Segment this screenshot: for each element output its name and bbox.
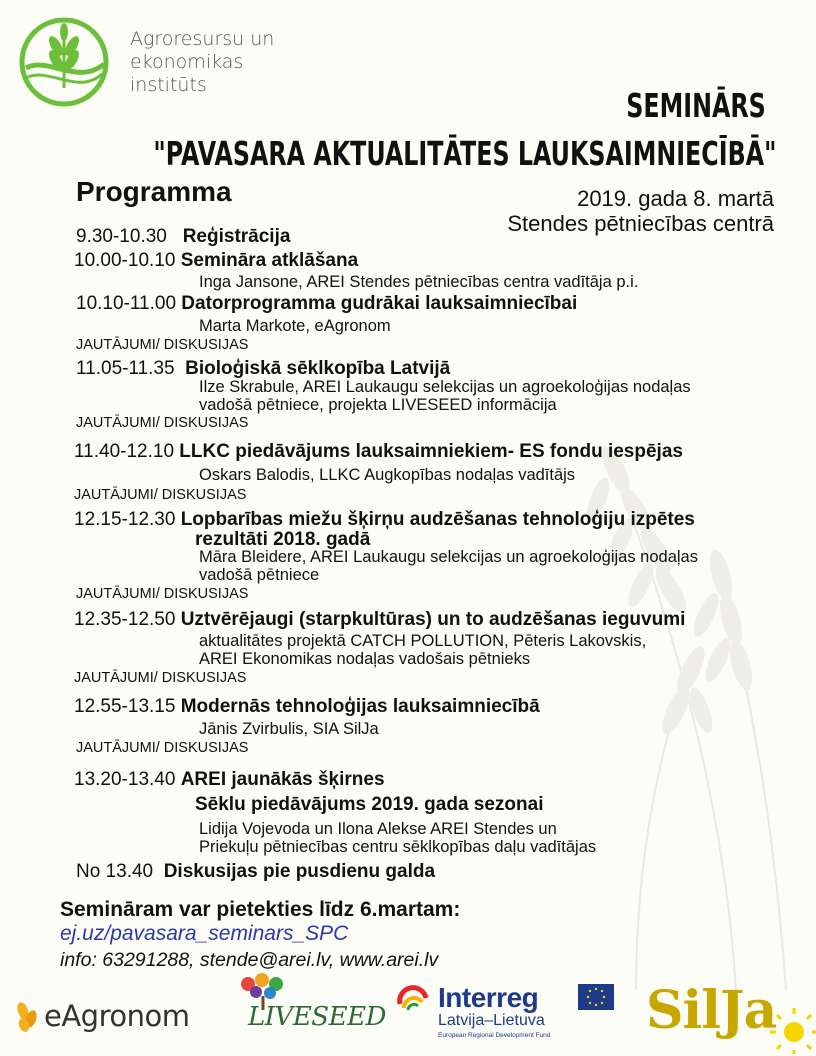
item-time: 12.15-12.30 <box>74 509 176 530</box>
eagronom-leaf-icon <box>16 999 38 1033</box>
item-time: No 13.40 <box>76 861 154 882</box>
program-item-lunch <box>76 861 435 883</box>
interreg-sub-text: Latvija–Lietuva <box>438 1012 545 1029</box>
programma-heading: Programma <box>76 176 232 207</box>
item-speaker: Priekuļu pētniecības centru sēklkopības daļu vadītājas <box>199 838 597 856</box>
program-item-3 <box>74 441 683 463</box>
item-title: Lopbarības miežu šķirņu audzēšanas tehnoloģiju izpētes <box>180 509 695 530</box>
item-title: Uztvērējaugi (starpkultūras) un to audzēšanas ieguvumi <box>180 609 686 630</box>
program-item-opening <box>74 250 358 272</box>
item-title-cont: rezultāti 2018. gadā <box>195 529 371 550</box>
item-title: Reģistrācija <box>182 226 291 247</box>
item-speaker: Inga Jansone, AREI Stendes pētniecības centra vadītāja p.i. <box>199 273 639 291</box>
item-speaker: vadošā pētniece <box>199 566 320 584</box>
event-date: 2019. gada 8. martā <box>577 186 774 211</box>
registration-link[interactable]: ej.uz/pavasara_seminars_SPC <box>60 922 349 945</box>
qa-label: JAUTĀJUMI/ DISKUSIJAS <box>76 337 249 353</box>
item-time: 11.05-11.35 <box>76 358 175 379</box>
program-item-registration <box>76 226 290 248</box>
item-speaker: aktualitātes projektā CATCH POLLUTION, Pēteris Lakovskis, <box>199 632 647 650</box>
interreg-text: Interreg <box>438 982 539 1013</box>
item-speaker: vadošā pētniece, projekta LIVESEED informācija <box>199 396 557 414</box>
interreg-fund-text: European Regional Development Fund <box>438 1032 551 1039</box>
liveseed-logo <box>234 972 384 1036</box>
item-title: Modernās tehnoloģijas lauksaimniecībā <box>180 696 540 717</box>
item-title: LLKC piedāvājums lauksaimniekiem- ES fondu iespējas <box>179 441 683 462</box>
item-speaker: Oskars Balodis, LLKC Augkopības nodaļas vadītājs <box>199 466 576 484</box>
seminar-title: "PAVASARA AKTUALITĀTES LAUKSAIMNIECĪBĀ" <box>152 134 776 173</box>
interreg-swirl-icon <box>396 984 430 1018</box>
seminar-label: SEMINĀRS <box>626 86 766 125</box>
eagronom-text: eAgronom <box>44 999 190 1033</box>
item-speaker: Lidija Vojevoda un Ilona Alekse AREI Stendes un <box>199 820 557 838</box>
event-venue: Stendes pētniecības centrā <box>507 211 774 236</box>
item-time: 12.55-13.15 <box>74 696 176 717</box>
program-item-4 <box>74 509 695 531</box>
eu-flag-icon <box>578 984 614 1010</box>
interreg-logo <box>396 982 616 1042</box>
qa-label: JAUTĀJUMI/ DISKUSIJAS <box>76 740 249 756</box>
item-speaker: AREI Ekonomikas nodaļas vadošais pētnieks <box>199 650 531 668</box>
program-item-2 <box>76 358 450 380</box>
program-item-1 <box>76 293 577 315</box>
arei-logo-icon <box>18 16 110 108</box>
sun-icon <box>760 998 816 1054</box>
item-time: 11.40-12.10 <box>74 441 175 462</box>
item-time: 9.30-10.30 <box>76 226 167 247</box>
item-title: Datorprogramma gudrākai lauksaimniecībai <box>181 293 578 314</box>
registration-note: Semināram var pietekties līdz 6.martam: <box>60 898 461 921</box>
item-time: 12.35-12.50 <box>74 609 176 630</box>
contact-info: info: 63291288, stende@arei.lv, www.arei.lv <box>60 949 439 971</box>
qa-label: JAUTĀJUMI/ DISKUSIJAS <box>76 586 249 602</box>
item-title: AREI jaunākās šķirnes <box>180 769 385 790</box>
program-item-5 <box>74 609 685 631</box>
qa-label: JAUTĀJUMI/ DISKUSIJAS <box>76 415 249 431</box>
item-speaker: Jānis Zvirbulis, SIA SilJa <box>199 720 379 738</box>
silja-logo-text: SilJa <box>646 980 777 1041</box>
program-item-7 <box>74 769 385 791</box>
eagronom-logo <box>16 996 190 1036</box>
item-speaker: Marta Markote, eAgronom <box>199 317 391 335</box>
qa-label: JAUTĀJUMI/ DISKUSIJAS <box>74 670 247 686</box>
liveseed-text: LIVESEED <box>248 1002 386 1032</box>
qa-label: JAUTĀJUMI/ DISKUSIJAS <box>74 487 247 503</box>
item-time: 13.20-13.40 <box>74 769 176 790</box>
item-time: 10.10-11.00 <box>76 293 177 314</box>
item-title: Diskusijas pie pusdienu galda <box>163 861 436 882</box>
org-name: Agroresursu un ekonomikas institūts <box>130 28 275 96</box>
item-speaker: Māra Bleidere, AREI Laukaugu selekcijas un agroekoloģijas nodaļas <box>199 548 698 566</box>
item-time: 10.00-10.10 <box>74 250 176 271</box>
program-item-6 <box>74 696 540 718</box>
item-title-cont: Sēklu piedāvājums 2019. gada sezonai <box>195 794 544 815</box>
item-title: Bioloģiskā sēklkopība Latvijā <box>185 358 451 379</box>
item-speaker: Ilze Skrabule, AREI Laukaugu selekcijas un agroekoloģijas nodaļas <box>199 378 691 396</box>
item-title: Semināra atklāšana <box>180 250 359 271</box>
